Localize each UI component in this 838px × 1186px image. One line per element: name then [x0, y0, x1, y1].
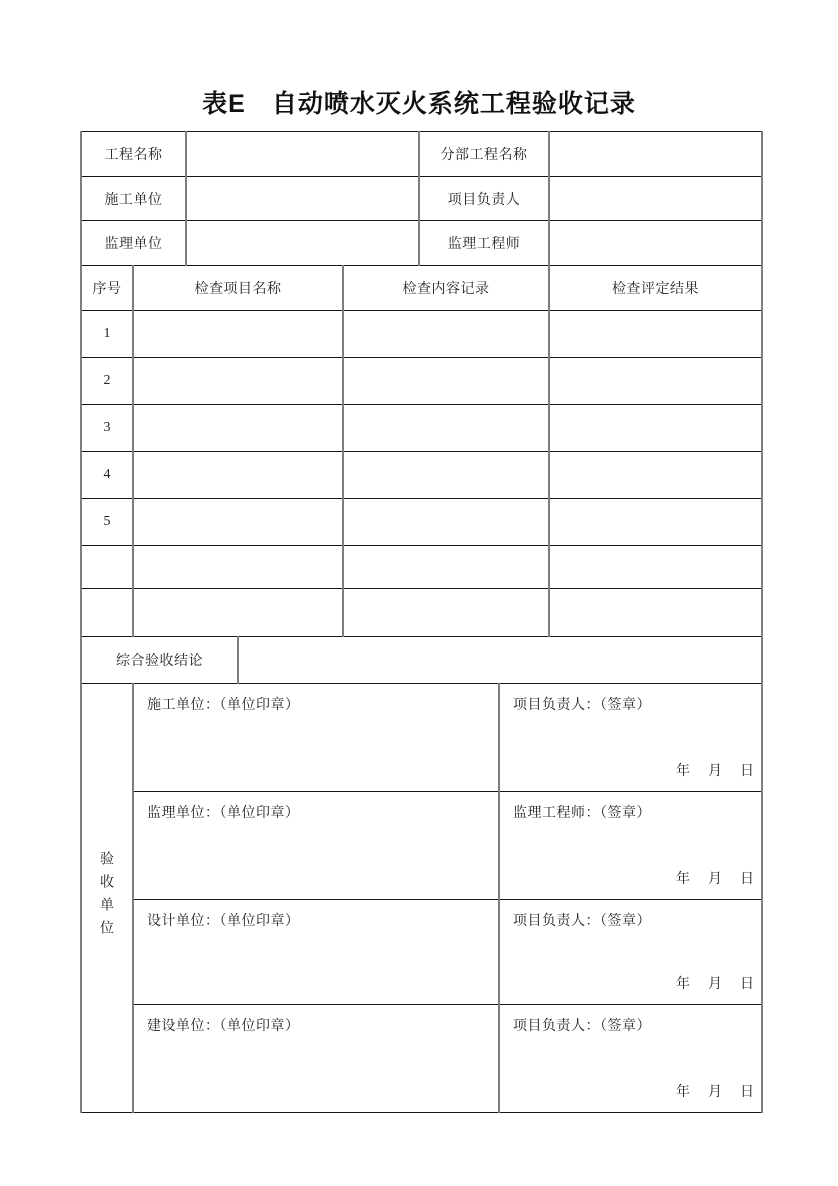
- row-number: 1: [81, 311, 133, 358]
- result-cell[interactable]: [549, 546, 762, 589]
- date-placeholder: 年 月 日: [676, 870, 757, 886]
- date-placeholder: 年 月 日: [676, 975, 757, 991]
- item-cell[interactable]: [133, 311, 343, 358]
- info-row: [81, 221, 762, 266]
- project-leader-signature-label: 项目负责人：（签章）: [513, 696, 652, 712]
- column-header-result: 检查评定结果: [549, 266, 762, 311]
- item-cell[interactable]: [133, 358, 343, 405]
- construction-unit-label: 施工单位: [81, 177, 186, 221]
- supervision-unit-seal-cell[interactable]: [133, 792, 499, 900]
- record-cell[interactable]: [343, 311, 549, 358]
- supervision-engineer-signature-cell[interactable]: [499, 792, 762, 900]
- conclusion-label: 综合验收结论: [81, 637, 238, 684]
- row-number: 4: [81, 452, 133, 499]
- acceptance-units-vertical-text: 验收单位: [99, 850, 115, 943]
- checklist-header-row: [81, 266, 762, 311]
- row-number: [81, 589, 133, 637]
- signature-row: [81, 792, 762, 900]
- construction-unit-value[interactable]: [186, 177, 419, 221]
- table-row: [81, 311, 762, 358]
- row-number: 2: [81, 358, 133, 405]
- construction-unit-seal-label: 施工单位：（单位印章）: [147, 696, 300, 712]
- item-cell[interactable]: [133, 499, 343, 546]
- client-leader-signature-cell[interactable]: [499, 1005, 762, 1113]
- row-number: 5: [81, 499, 133, 546]
- column-header-item: 检查项目名称: [133, 266, 343, 311]
- design-leader-signature-cell[interactable]: [499, 900, 762, 1005]
- result-cell[interactable]: [549, 499, 762, 546]
- result-cell[interactable]: [549, 589, 762, 637]
- project-name-value[interactable]: [186, 132, 419, 177]
- item-cell[interactable]: [133, 405, 343, 452]
- client-leader-signature-label: 项目负责人：（签章）: [513, 1017, 652, 1033]
- supervision-unit-value[interactable]: [186, 221, 419, 266]
- project-leader-value[interactable]: [549, 177, 762, 221]
- record-cell[interactable]: [343, 546, 549, 589]
- table-row: [81, 589, 762, 637]
- project-name-label: 工程名称: [81, 132, 186, 177]
- signature-row: [81, 1005, 762, 1113]
- record-cell[interactable]: [343, 499, 549, 546]
- result-cell[interactable]: [549, 311, 762, 358]
- item-cell[interactable]: [133, 452, 343, 499]
- project-leader-signature-cell[interactable]: [499, 684, 762, 792]
- sub-project-name-label: 分部工程名称: [419, 132, 549, 177]
- result-cell[interactable]: [549, 405, 762, 452]
- client-unit-seal-label: 建设单位：（单位印章）: [147, 1017, 300, 1033]
- row-number: 3: [81, 405, 133, 452]
- supervision-engineer-signature-label: 监理工程师：（签章）: [513, 804, 652, 820]
- signature-row: [81, 684, 762, 792]
- table-row: [81, 358, 762, 405]
- sub-project-name-value[interactable]: [549, 132, 762, 177]
- column-header-record: 检查内容记录: [343, 266, 549, 311]
- info-row: [81, 132, 762, 177]
- design-leader-signature-label: 项目负责人：（签章）: [513, 912, 652, 928]
- record-cell[interactable]: [343, 452, 549, 499]
- table-row: [81, 499, 762, 546]
- page-title: 表E 自动喷水灭火系统工程验收记录: [202, 90, 636, 118]
- date-placeholder: 年 月 日: [676, 762, 757, 778]
- row-number: [81, 546, 133, 589]
- column-header-no: 序号: [81, 266, 133, 311]
- project-leader-label: 项目负责人: [419, 177, 549, 221]
- record-cell[interactable]: [343, 589, 549, 637]
- acceptance-units-vertical-label: [81, 684, 133, 1113]
- info-row: [81, 177, 762, 221]
- result-cell[interactable]: [549, 452, 762, 499]
- acceptance-form-table: [80, 131, 763, 1113]
- conclusion-value[interactable]: [238, 637, 762, 684]
- supervision-engineer-label: 监理工程师: [419, 221, 549, 266]
- supervision-unit-seal-label: 监理单位：（单位印章）: [147, 804, 300, 820]
- result-cell[interactable]: [549, 358, 762, 405]
- date-placeholder: 年 月 日: [676, 1083, 757, 1099]
- record-cell[interactable]: [343, 405, 549, 452]
- supervision-unit-label: 监理单位: [81, 221, 186, 266]
- conclusion-row: [81, 637, 762, 684]
- table-row: [81, 405, 762, 452]
- client-unit-seal-cell[interactable]: [133, 1005, 499, 1113]
- signature-row: [81, 900, 762, 1005]
- table-row: [81, 546, 762, 589]
- construction-unit-seal-cell[interactable]: [133, 684, 499, 792]
- design-unit-seal-cell[interactable]: [133, 900, 499, 1005]
- design-unit-seal-label: 设计单位：（单位印章）: [147, 912, 300, 928]
- table-row: [81, 452, 762, 499]
- item-cell[interactable]: [133, 589, 343, 637]
- item-cell[interactable]: [133, 546, 343, 589]
- supervision-engineer-value[interactable]: [549, 221, 762, 266]
- record-cell[interactable]: [343, 358, 549, 405]
